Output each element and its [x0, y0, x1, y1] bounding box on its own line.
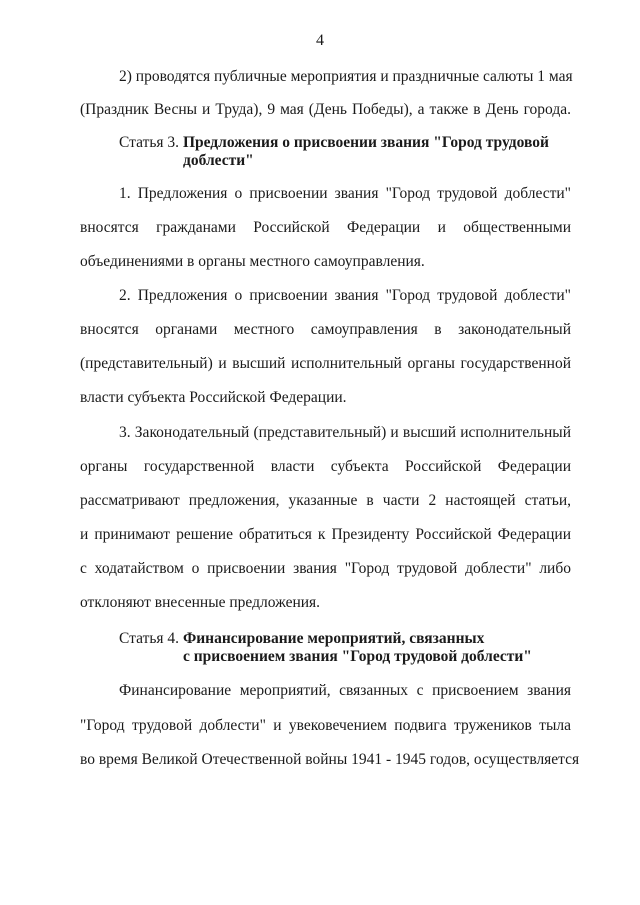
article-3-title-line2-text: доблести" — [183, 152, 254, 169]
article-4-title-line2-text: с присвоением звания "Город трудовой доблести" — [183, 648, 532, 665]
text-line: отклоняют внесенные предложения. — [80, 594, 321, 611]
text-line: 2) проводятся публичные мероприятия и праздничные салюты 1 мая — [119, 68, 573, 85]
text-line: вносятся гражданами Российской Федерации и общественными — [80, 219, 571, 236]
text-line: и принимают решение обратиться к Президенту Российской Федерации — [80, 526, 571, 543]
article-4-prefix: Статья 4. — [119, 630, 180, 647]
article-3-title-line1: Предложения о присвоении звания "Город трудовой — [182, 134, 549, 151]
text-line: власти субъекта Российской Федерации. — [80, 389, 347, 406]
text-line: (представительный) и высший исполнительный органы государственной — [80, 355, 571, 372]
text-line: объединениями в органы местного самоуправления. — [80, 253, 425, 270]
text-line: во время Великой Отечественной войны 1941 - 1945 годов, осуществляется — [80, 751, 580, 768]
text-line: 3. Законодательный (представительный) и высший исполнительный — [119, 424, 571, 441]
text-line: Финансирование мероприятий, связанных с присвоением звания — [119, 682, 571, 699]
article-3-heading — [119, 134, 549, 152]
text-line: 2. Предложения о присвоении звания "Город трудовой доблести" — [119, 287, 571, 304]
article-3-title-line2 — [183, 152, 254, 170]
text-line: 1. Предложения о присвоении звания "Город трудовой доблести" — [119, 185, 571, 202]
article-3-prefix: Статья 3. — [119, 134, 180, 151]
text-line: (Праздник Весны и Труда), 9 мая (День Победы), а также в День города. — [80, 101, 571, 118]
text-line: органы государственной власти субъекта Российской Федерации — [80, 458, 571, 475]
text-line: "Город трудовой доблести" и увековечением подвига тружеников тыла — [80, 717, 571, 734]
article-4-heading — [119, 630, 484, 648]
article-4-title-line2 — [183, 648, 532, 666]
text-line: с ходатайством о присвоении звания "Город трудовой доблести" либо — [80, 560, 571, 577]
article-4-title-line1: Финансирование мероприятий, связанных — [182, 630, 485, 647]
text-line: рассматривают предложения, указанные в части 2 настоящей статьи, — [80, 492, 571, 509]
text-line: вносятся органами местного самоуправления в законодательный — [80, 321, 571, 338]
page-number: 4 — [316, 32, 324, 49]
